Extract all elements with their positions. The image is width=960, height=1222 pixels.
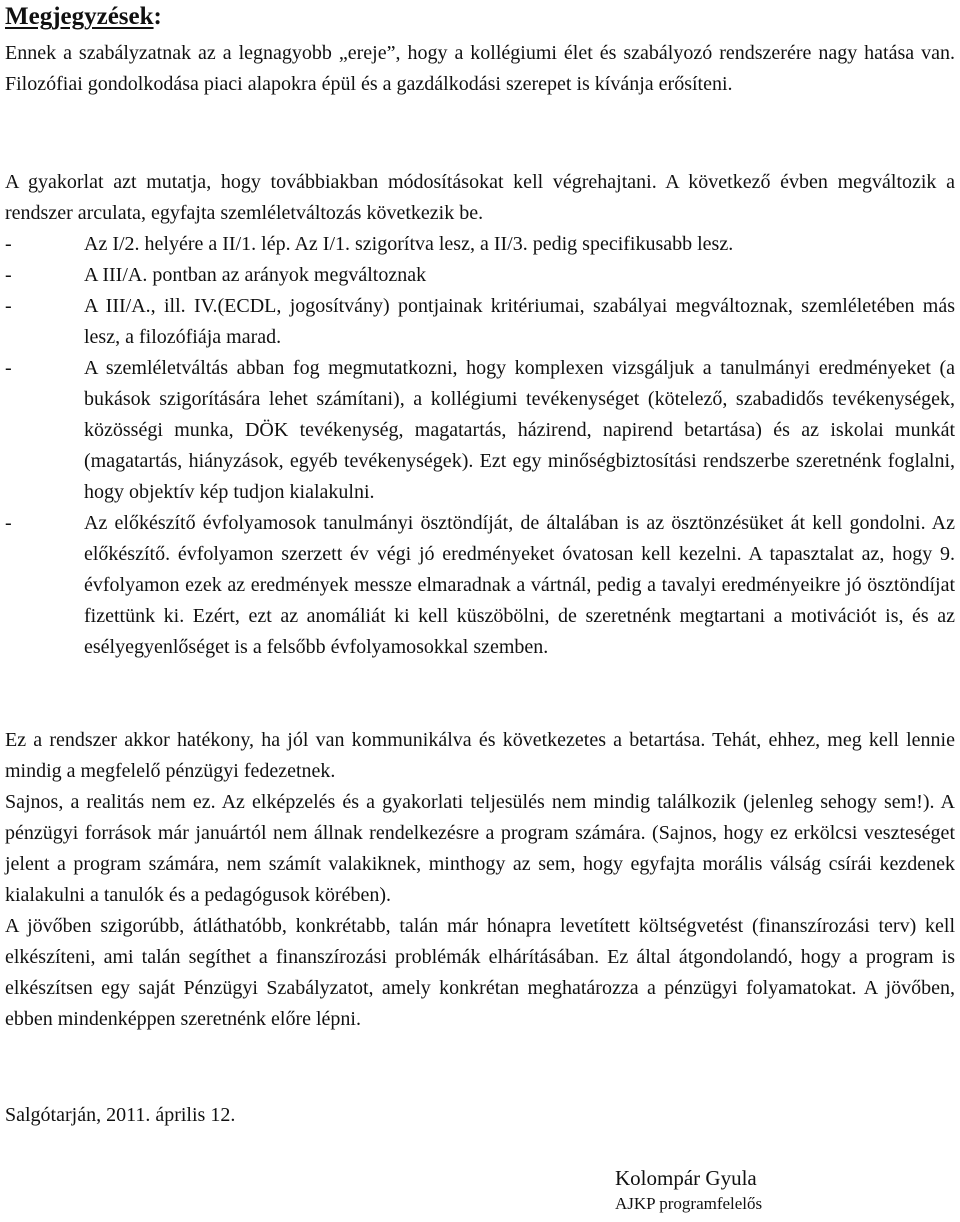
list-dash: -	[5, 357, 12, 379]
communication-paragraph: Ez a rendszer akkor hatékony, ha jól van kommunikálva és következetes a betartása. Tehát, ehhez, meg kell lennie mindig a megfelelő pénzügyi fedezetnek.	[5, 729, 955, 782]
list-item-text: A III/A., ill. IV.(ECDL, jogosítvány) pontjainak kritériumai, szabályai megváltoznak, szemléletében más lesz, a filozófiája marad.	[84, 295, 955, 348]
list-item-text: Az előkészítő évfolyamosok tanulmányi ösztöndíját, de általában is az ösztönzésüket át kell gondolni. Az előkészítő. évfolyamon szerzett év végi jó eredményeket óvatosan kell kezelni. A tapasztalat az, hogy 9. évfolyamon ezek az eredmények messze elmaradnak a vártnál, pedig a tavalyi eredményeikre jó ösztöndíjat fizettünk ki. Ezért, ezt az anomáliát ki kell küszöbölni, de szeretnénk megtartani a motivációt is, és az esélyegyenlőséget is a felsőbb évfolyamosokkal szemben.	[84, 512, 955, 658]
title-text: Megjegyzések	[5, 3, 154, 30]
practice-block	[5, 167, 955, 663]
list-item-text: A III/A. pontban az arányok megváltoznak	[84, 264, 427, 286]
signatory-name: Kolompár Gyula	[615, 1166, 757, 1190]
list-item	[5, 260, 955, 291]
list-dash: -	[5, 233, 12, 255]
list-item	[5, 508, 955, 663]
signature-block	[615, 1164, 762, 1216]
list-dash: -	[5, 264, 12, 286]
future-paragraph: A jövőben szigorúbb, átláthatóbb, konkrétabb, talán már hónapra levetített költségvetést (finanszírozási terv) kell elkészíteni, ami talán segíthet a finanszírozási problémák elhárításában. Ez által átgondolandó, hogy a program is elkészítsen egy saját Pénzügyi Szabályzatot, amely konkrétan meghatározza a pénzügyi folyamatokat. A jövőben, ebben mindenképpen szeretnénk előre lépni.	[5, 915, 955, 1030]
changes-list	[5, 229, 955, 663]
intro-paragraph: Ennek a szabályzatnak az a legnagyobb „ereje”, hogy a kollégiumi élet és szabályozó rendszerére nagy hatása van. Filozófiai gondolkodása piaci alapokra épül és a gazdálkodási szerepet is kívánja erősíteni.	[5, 42, 955, 95]
page-title	[5, 2, 162, 32]
title-colon: :	[153, 3, 162, 30]
list-item	[5, 229, 955, 260]
reality-paragraph: Sajnos, a realitás nem ez. Az elképzelés és a gyakorlati teljesülés nem mindig találkozik (jelenleg sehogy sem!). A pénzügyi források már januártól nem állnak rendelkezésre a program számára. (Sajnos, hogy ez erkölcsi veszteséget jelent a program számára, nem számít valakiknek, minthogy az sem, hogy egyfajta morális válság csírái kezdenek kialakulni a tanulók és a pedagógusok körében).	[5, 791, 955, 906]
closing-block	[5, 725, 955, 1035]
list-item	[5, 353, 955, 508]
practice-paragraph: A gyakorlat azt mutatja, hogy továbbiakban módosításokat kell végrehajtani. A következő évben megváltozik a rendszer arculata, egyfajta szemléletváltozás következik be.	[5, 171, 955, 224]
list-item-text: A szemléletváltás abban fog megmutatkozni, hogy komplexen vizsgáljuk a tanulmányi eredményeket (a bukások szigorítására lehet számítani), a kollégiumi tevékenységet (kötelező, szabadidős tevékenységek, közösségi munka, DÖK tevékenység, magatartás, házirend, napirend betartása) és az iskolai munkát (magatartás, hiányzások, egyéb tevékenységek). Ezt egy minőségbiztosítási rendszerbe szeretnénk foglalni, hogy objektív kép tudjon kialakulni.	[84, 357, 955, 503]
signatory-role: AJKP programfelelős	[615, 1194, 763, 1213]
list-dash: -	[5, 295, 12, 317]
list-item-text: Az I/2. helyére a II/1. lép. Az I/1. szigorítva lesz, a II/3. pedig specifikusabb lesz.	[84, 233, 734, 255]
document-date: Salgótarján, 2011. április 12.	[5, 1104, 236, 1126]
list-dash: -	[5, 512, 12, 534]
intro-paragraph-block	[5, 38, 955, 100]
list-item	[5, 291, 955, 353]
